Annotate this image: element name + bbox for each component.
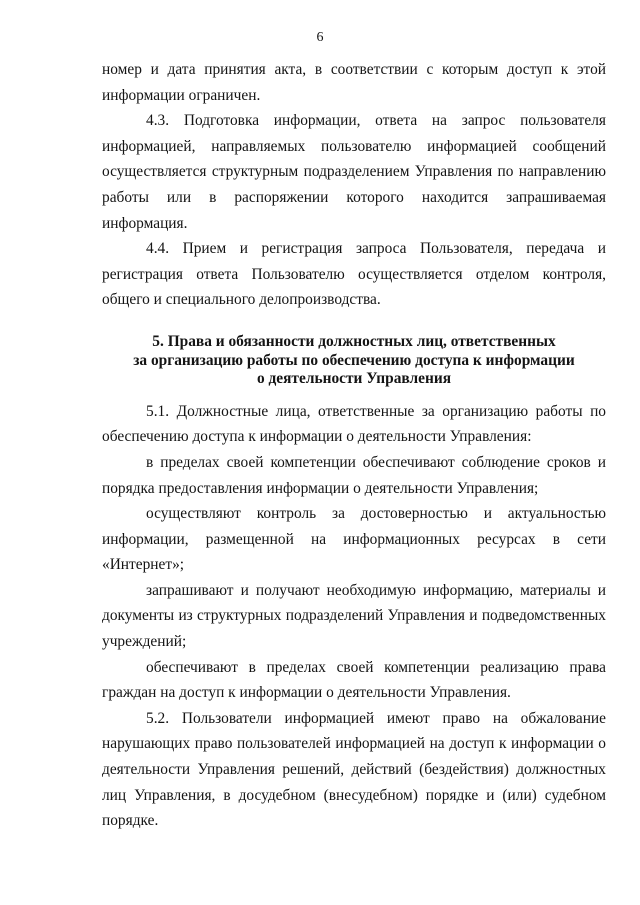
paragraph-duty-request: запрашивают и получают необходимую информацию, материалы и документы из структурных подразделений Управления и подведомственных учреждений; [102, 581, 606, 651]
paragraph-5-1: 5.1. Должностные лица, ответственные за организацию работы по обеспечению доступа к информации о деятельности Управления: [102, 402, 606, 446]
paragraph-continuation: номер и дата принятия акта, в соответствии с которым доступ к этой информации ограничен. [102, 61, 606, 104]
section-heading-line-1: 5. Права и обязанности должностных лиц, ответственных [152, 332, 556, 350]
paragraph-duty-control: осуществляют контроль за достоверностью и актуальностью информации, размещенной на информационных ресурсах в сети «Интернет»; [102, 505, 606, 574]
paragraph-4-4: 4.4. Прием и регистрация запроса Пользователя, передача и регистрация ответа Пользователю осуществляется отделом контроля, общего и специального делопроизводства. [102, 240, 606, 309]
page-number: 6 [316, 30, 324, 45]
document-body [102, 57, 606, 834]
paragraph-4-3: 4.3. Подготовка информации, ответа на запрос пользователя информацией, направляемых пользователю информацией сообщений осуществляется структурным подразделением Управления по направлению работы или в распоряжении которого находится запрашиваемая информация. [102, 112, 606, 232]
paragraph-duty-deadlines: в пределах своей компетенции обеспечивают соблюдение сроков и порядка предоставления информации о деятельности Управления; [102, 453, 606, 497]
section-heading [102, 333, 606, 389]
paragraph-duty-access: обеспечивают в пределах своей компетенции реализацию права граждан на доступ к информации о деятельности Управления. [102, 658, 606, 702]
section-heading-line-3: о деятельности Управления [256, 370, 452, 388]
section-heading-line-2: за организацию работы по обеспечению доступа к информации [133, 351, 575, 369]
paragraph-5-2: 5.2. Пользователи информацией имеют право на обжалование нарушающих право пользователей информацией на доступ к информации о деятельности Управления решений, действий (бездействия) должностных лиц Управления, в досудебном (внесудебном) порядке и (или) судебном порядке. [102, 709, 606, 830]
